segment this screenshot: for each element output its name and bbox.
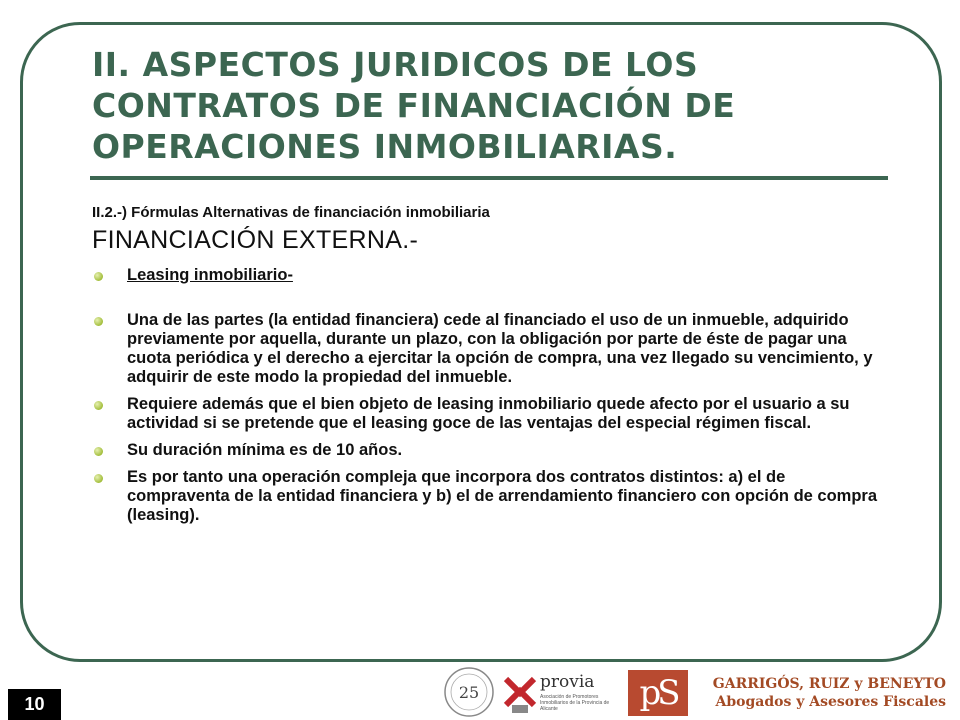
bullet-icon	[94, 317, 103, 326]
bullet-text: Leasing inmobiliario-	[127, 266, 293, 284]
bullet-icon	[94, 401, 103, 410]
bullet-text: Su duración mínima es de 10 años.	[127, 441, 403, 459]
ps-logo: pS	[628, 670, 688, 716]
bullet-text: Requiere además que el bien objeto de leasing inmobiliario quede afecto por el usuario a su actividad si se pretende que el leasing goce de las ventajas del especial régimen fiscal.	[127, 395, 850, 432]
bullet-icon	[94, 272, 103, 281]
bullet-icon	[94, 447, 103, 456]
firm-name-line1: GARRIGÓS, RUIZ y BENEYTO	[712, 676, 946, 692]
slide-title: II. ASPECTOS JURIDICOS DE LOS CONTRATOS DE FINANCIACIÓN DE OPERACIONES INMOBILIARIAS.	[92, 45, 736, 166]
bullet-item	[92, 468, 882, 525]
provia-logo	[500, 666, 610, 718]
anniversary-number: 25	[458, 683, 480, 702]
bullet-item	[92, 266, 882, 285]
title-divider	[90, 176, 888, 180]
bullet-item	[92, 311, 882, 387]
firm-name	[694, 675, 946, 711]
section-heading: FINANCIACIÓN EXTERNA.-	[92, 226, 419, 254]
section-subtitle: II.2.-) Fórmulas Alternativas de financiación inmobiliaria	[92, 204, 490, 221]
anniversary-seal-logo	[440, 666, 498, 718]
provia-name: provia	[540, 672, 595, 692]
bullet-list	[92, 266, 882, 533]
page-number: 10	[8, 689, 61, 720]
firm-name-line2: Abogados y Asesores Fiscales	[715, 694, 946, 710]
provia-subtitle: Asociación de Promotores Inmobiliarios de la Provincia de Alicante	[540, 694, 610, 712]
bullet-text: Una de las partes (la entidad financiera) cede al financiado el uso de un inmueble, adquirido previamente por aquella, durante un plazo, con la obligación por parte de éste de pagar una cuota periódica y el derecho a ejercitar la opción de compra, una vez llegado su vencimiento, y adquirir de este modo la propiedad del inmueble.	[127, 311, 873, 386]
bullet-item	[92, 441, 882, 460]
bullet-text: Es por tanto una operación compleja que incorpora dos contratos distintos: a) el de compraventa de la entidad financiera y b) el de arrendamiento financiero con opción de compra (leasing).	[127, 468, 878, 524]
bullet-icon	[94, 474, 103, 483]
bullet-item	[92, 395, 882, 433]
